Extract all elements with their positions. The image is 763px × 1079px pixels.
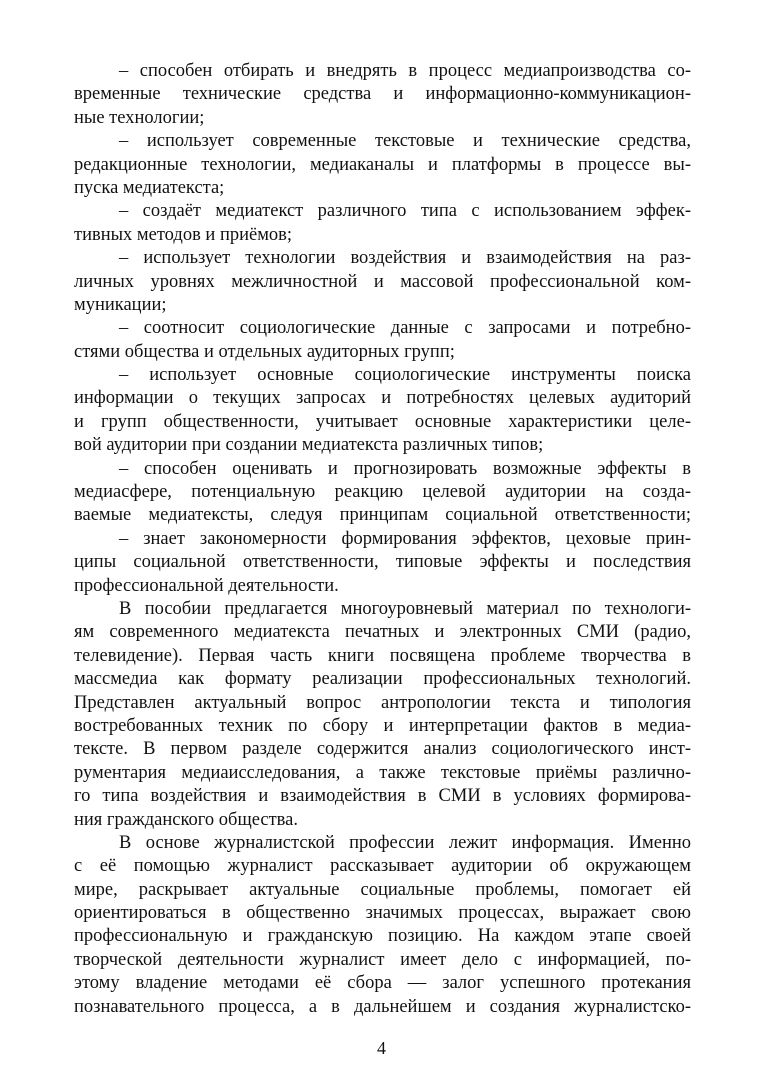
text-line: массмедиа как формату реализации профессиональных технологий. — [74, 669, 691, 690]
text-line: познавательного процесса, а в дальнейшем и создания журналистско- — [74, 996, 691, 1017]
text-line: ципы социальной ответственности, типовые эффекты и последствия — [74, 552, 691, 573]
text-line: тивных методов и приёмов; — [74, 224, 293, 245]
text-line: ния гражданского общества. — [74, 809, 299, 830]
text-line: стями общества и отдельных аудиторных групп; — [74, 341, 455, 362]
text-line: – использует технологии воздействия и взаимодействия на раз- — [119, 248, 691, 269]
text-line: го типа воздействия и взаимодействия в СМИ в условиях формирова- — [74, 786, 691, 807]
text-line: – знает закономерности формирования эффектов, цеховые прин- — [119, 528, 691, 549]
text-line: творческой деятельности журналист имеет дело с информацией, по- — [74, 949, 691, 970]
text-line: медиасфере, потенциальную реакцию целевой аудитории на созда- — [74, 482, 691, 503]
text-line: пуска медиатекста; — [74, 177, 225, 198]
text-line: вой аудитории при создании медиатекста различных типов; — [74, 435, 544, 456]
text-line: профессиональной деятельности. — [74, 575, 339, 596]
text-line: – создаёт медиатекст различного типа с использованием эффек- — [119, 201, 691, 222]
text-line: Представлен актуальный вопрос антропологии текста и типология — [74, 692, 691, 713]
text-line: – соотносит социологические данные с запросами и потребно- — [119, 318, 691, 339]
text-line: В основе журналистской профессии лежит информация. Именно — [119, 832, 691, 853]
text-line: телевидение). Первая часть книги посвящена проблеме творчества в — [74, 645, 691, 666]
text-line: рументария медиаисследования, а также текстовые приёмы различно- — [74, 762, 691, 783]
text-line: ориентироваться в общественно значимых процессах, выражает свою — [74, 903, 691, 924]
text-line: – использует основные социологические инструменты поиска — [119, 365, 691, 386]
text-line: – использует современные текстовые и технические средства, — [119, 131, 691, 152]
page-number: 4 — [377, 1038, 386, 1058]
text-line: и групп общественности, учитывает основные характеристики целе- — [74, 411, 691, 432]
text-line: В пособии предлагается многоуровневый материал по технологи- — [119, 598, 691, 619]
text-line: ные технологии; — [74, 107, 205, 128]
text-line: ям современного медиатекста печатных и электронных СМИ (радио, — [74, 622, 691, 643]
text-line: личных уровнях межличностной и массовой профессиональной ком- — [74, 271, 691, 292]
text-line: временные технические средства и информационно-коммуникацион- — [74, 84, 691, 105]
text-line: этому владение методами её сбора — залог успешного протекания — [74, 973, 691, 994]
text-line: редакционные технологии, медиаканалы и платформы в процессе вы- — [74, 154, 691, 175]
page-body — [74, 60, 691, 1019]
text-line: ваемые медиатексты, следуя принципам социальной ответственности; — [74, 505, 691, 526]
text-line: с её помощью журналист рассказывает аудитории об окружающем — [74, 856, 691, 877]
text-line: муникации; — [74, 294, 167, 315]
text-line: – способен оценивать и прогнозировать возможные эффекты в — [119, 458, 691, 479]
text-line: востребованных техник по сбору и интерпретации фактов в медиа- — [74, 715, 691, 736]
text-line: тексте. В первом разделе содержится анализ социологического инст- — [74, 739, 691, 760]
text-line: информации о текущих запросах и потребностях целевых аудиторий — [74, 388, 691, 409]
text-line: мире, раскрывает актуальные социальные проблемы, помогает ей — [74, 879, 691, 900]
text-line: профессиональную и гражданскую позицию. На каждом этапе своей — [74, 926, 691, 947]
text-line: – способен отбирать и внедрять в процесс медиапроизводства со- — [119, 61, 691, 81]
